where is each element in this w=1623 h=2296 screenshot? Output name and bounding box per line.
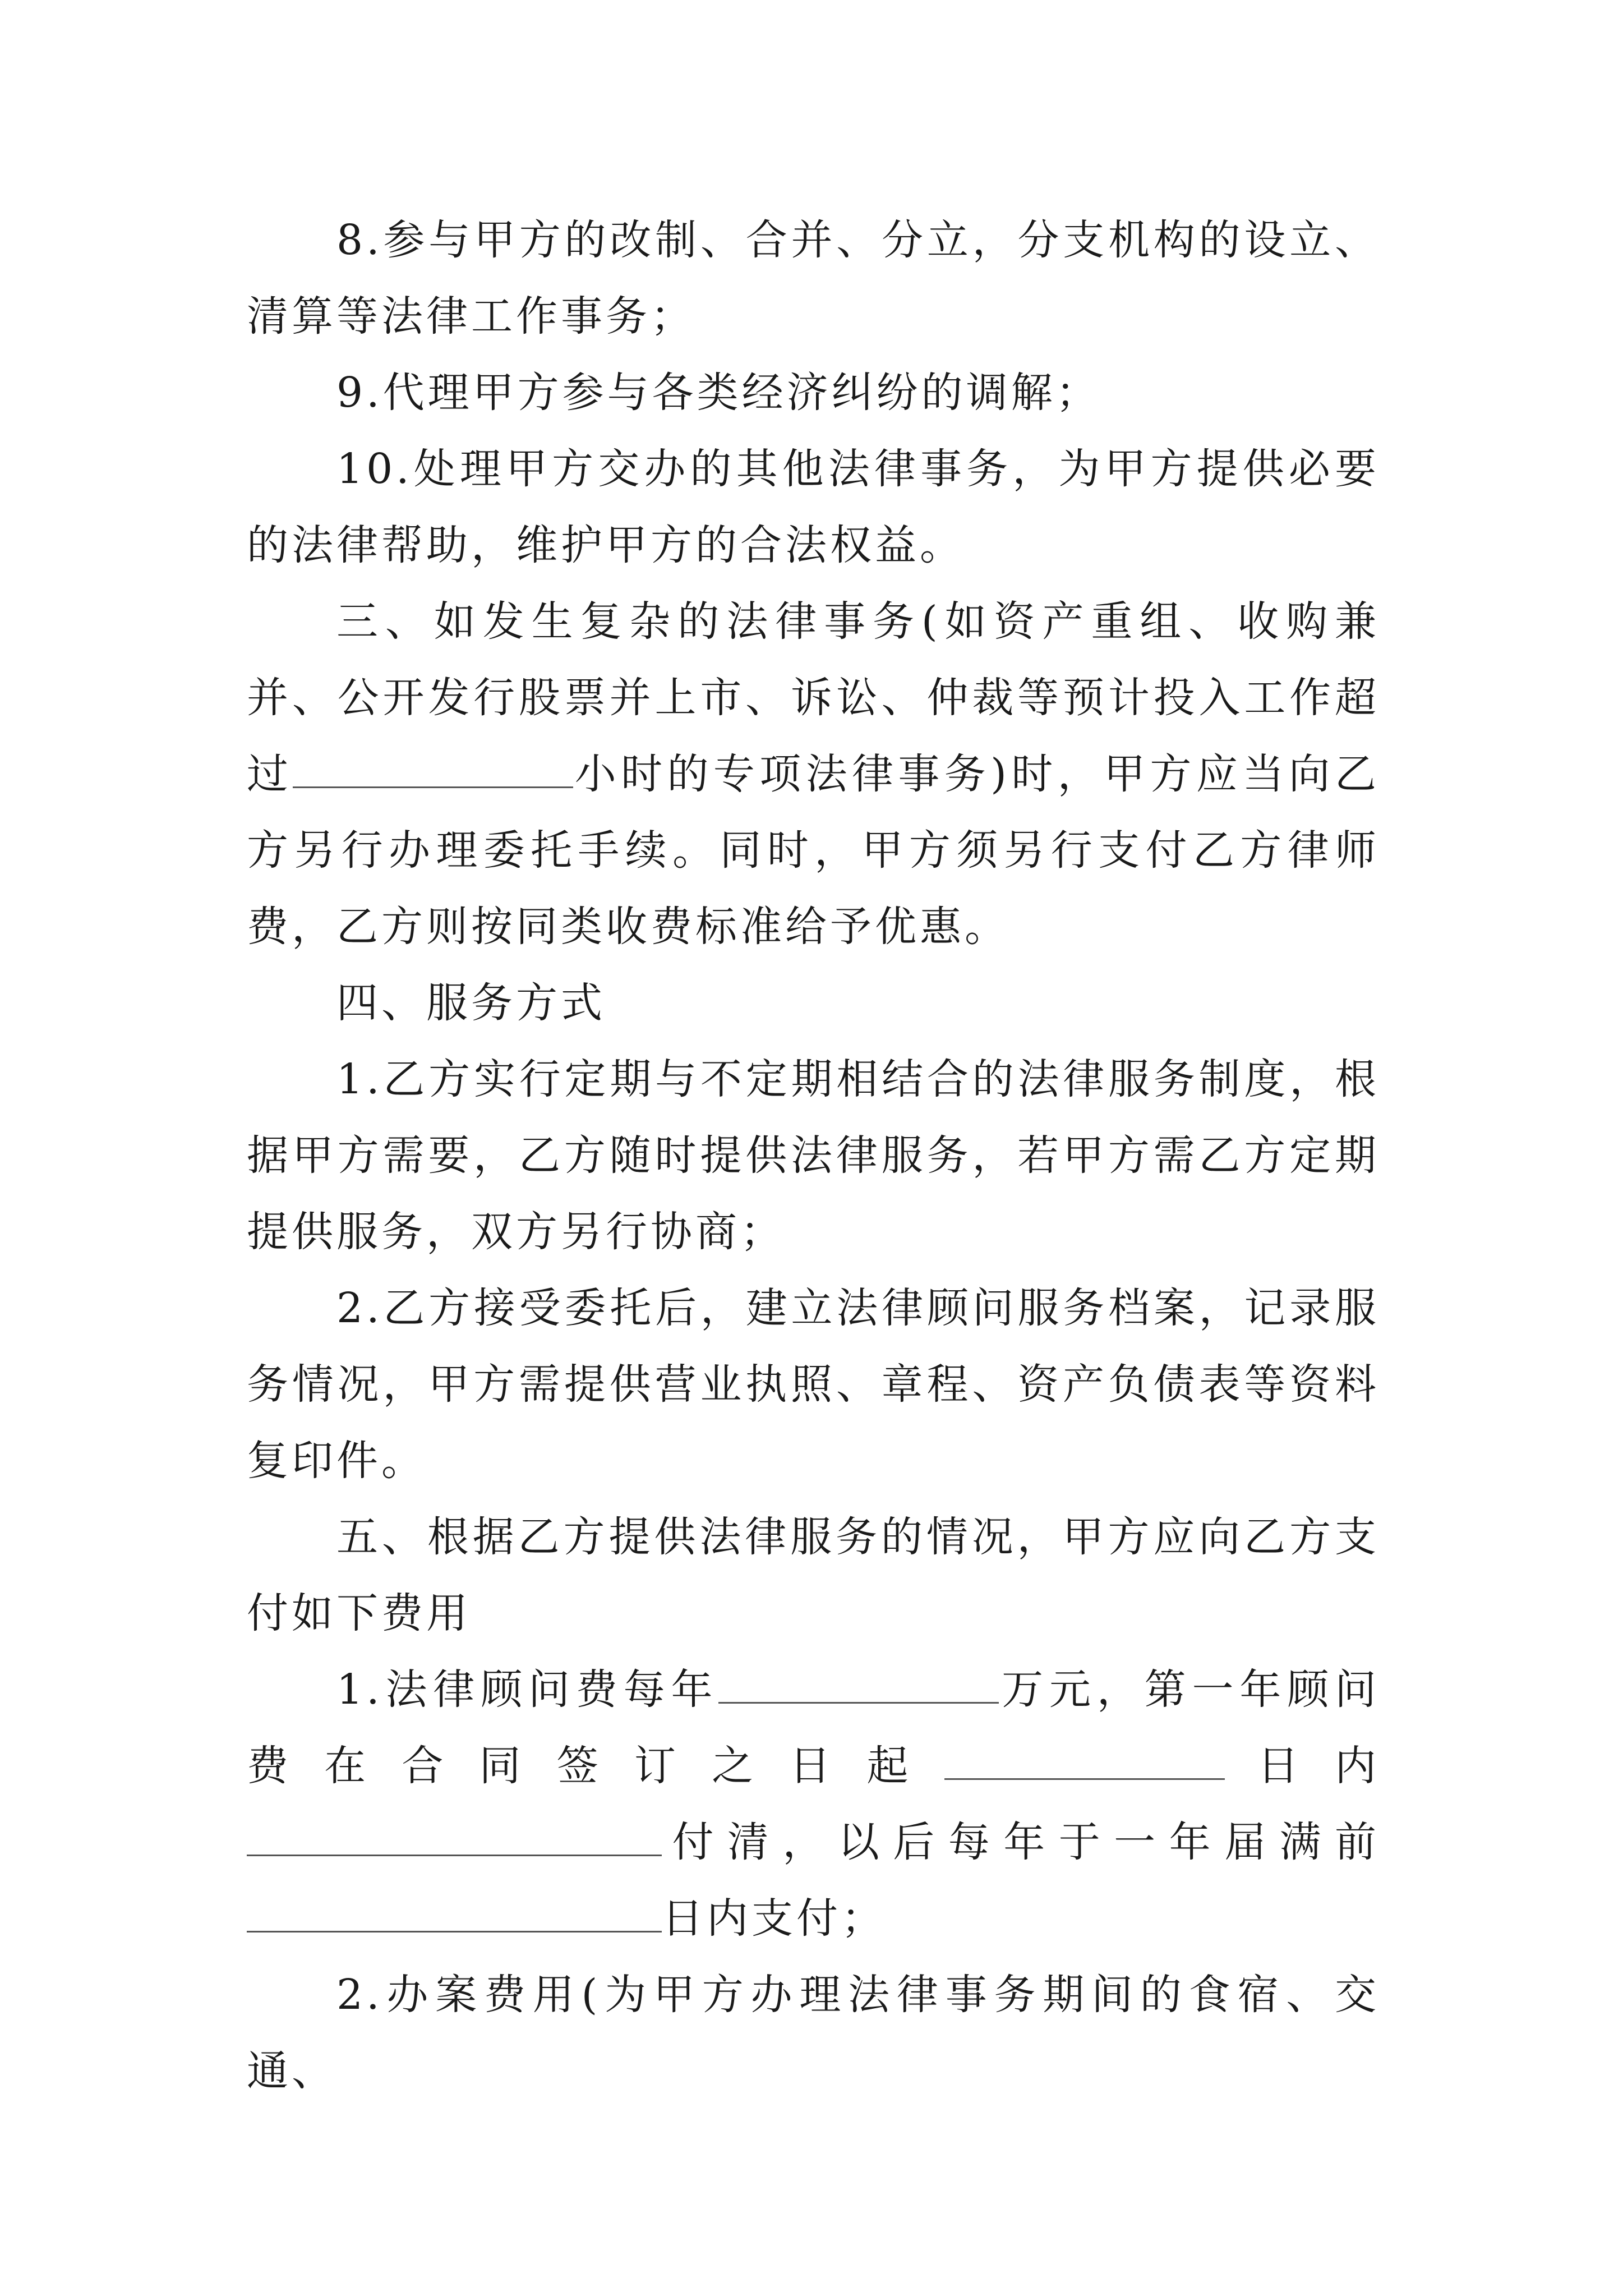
clause-8	[247, 202, 1380, 355]
section-5-item-1-text-b: 万元，第一年顾问费在合同签订之日起	[247, 1665, 1380, 1790]
clause-10-text: 10.处理甲方交办的其他法律事务，为甲方提供必要的法律帮助，维护甲方的合法权益。	[247, 445, 1380, 569]
section-4-heading-text: 四、服务方式	[336, 979, 606, 1027]
section-5-item-1-text-c: 日内	[1224, 1742, 1380, 1790]
section-4-item-1	[247, 1041, 1380, 1270]
section-4-item-2	[247, 1270, 1380, 1499]
annual-fee-blank-field[interactable]	[718, 1657, 999, 1704]
clause-9-text: 9.代理甲方参与各类经济纠纷的调解；	[336, 369, 1101, 417]
section-5-item-1-text-e: 日内支付；	[662, 1894, 886, 1943]
section-4-item-2-text: 2.乙方接受委托后，建立法律顾问服务档案，记录服务情况，甲方需提供营业执照、章程、资产负债表等资料复印件。	[247, 1284, 1380, 1485]
first-payment-extra-blank-field[interactable]	[247, 1810, 662, 1856]
clause-9	[247, 355, 1380, 431]
section-5-item-1-text-a: 1.法律顾问费每年	[336, 1665, 719, 1714]
hours-blank-field[interactable]	[293, 742, 573, 788]
section-5-item-1-text-d: 付清，以后每年于一年届满前	[662, 1818, 1380, 1866]
section-3-text-a: 三、如发生复杂的法律事务(如资产重组、收购兼并、公开发行股票并上市、诉讼、仲裁等预计投入工作超过	[247, 597, 1380, 798]
section-5-heading-text: 五、根据乙方提供法律服务的情况，甲方应向乙方支付如下费用	[247, 1513, 1380, 1637]
first-payment-days-blank-field[interactable]	[944, 1733, 1225, 1780]
section-5-item-2-text: 2.办案费用(为甲方办理法律事务期间的食宿、交通、	[247, 1971, 1380, 2095]
document-body	[247, 202, 1380, 2109]
section-5-item-1	[247, 1651, 1380, 1957]
section-3-text-b: 小时的专项法律事务)时，甲方应当向乙方另行办理委托手续。同时，甲方须另行支付乙方律师费，乙方则按同类收费标准给予优惠。	[247, 750, 1380, 951]
section-5-heading	[247, 1499, 1380, 1651]
section-4-heading	[247, 965, 1380, 1041]
section-4-item-1-text: 1.乙方实行定期与不定期相结合的法律服务制度，根据甲方需要，乙方随时提供法律服务，若甲方需乙方定期提供服务，双方另行协商；	[247, 1055, 1380, 1256]
clause-8-text: 8.参与甲方的改制、合并、分立，分支机构的设立、清算等法律工作事务；	[247, 216, 1380, 341]
renewal-days-blank-field[interactable]	[247, 1886, 662, 1932]
section-5-item-2	[247, 1957, 1380, 2109]
clause-10	[247, 431, 1380, 583]
section-3	[247, 583, 1380, 965]
